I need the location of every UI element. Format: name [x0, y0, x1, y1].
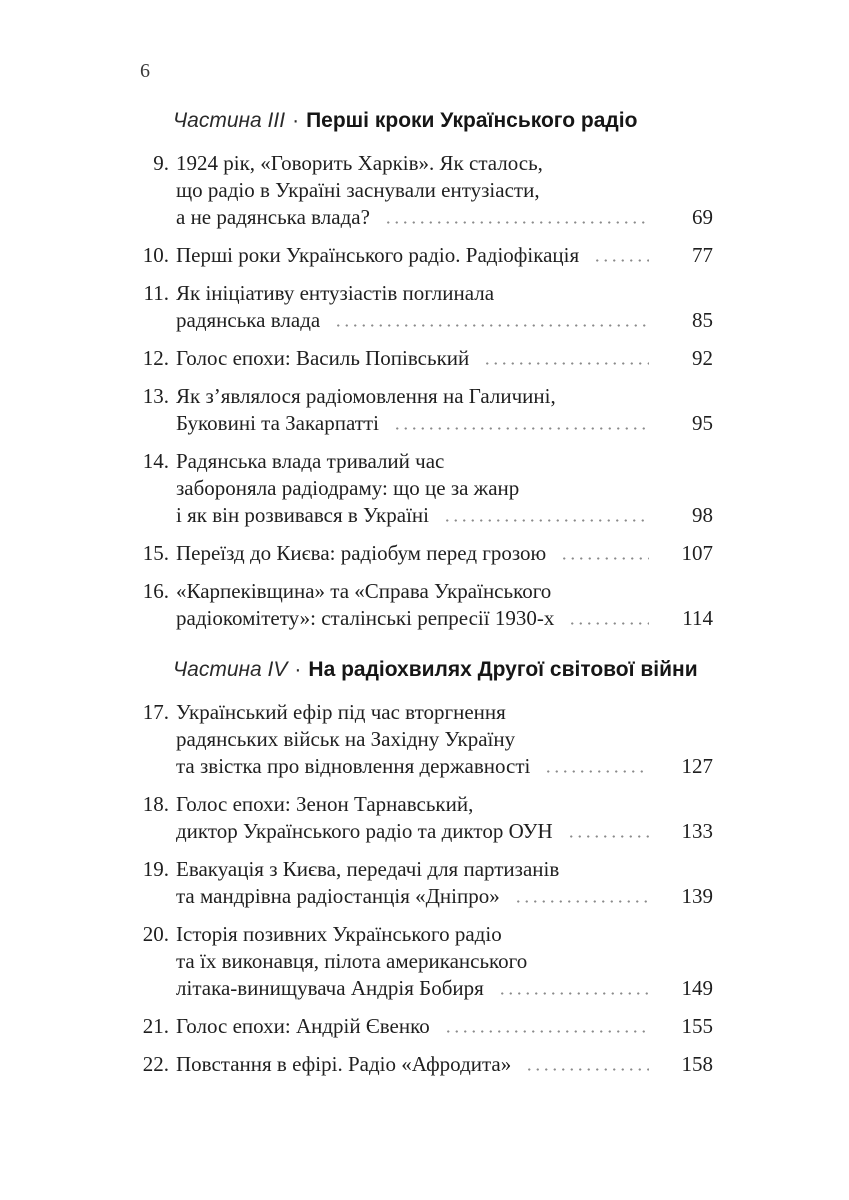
entry-title	[176, 448, 713, 529]
toc-entry	[140, 578, 713, 632]
toc-section-2	[140, 656, 713, 1078]
entry-title	[176, 345, 713, 372]
entry-page-number: 114	[682, 606, 713, 630]
entry-line	[176, 410, 713, 437]
leader-dots	[523, 1051, 649, 1078]
entry-number: 12.	[142, 346, 169, 370]
toc-entry	[140, 1013, 713, 1040]
entry-title	[176, 540, 713, 567]
entry-line: Історія позивних Українського радіо	[176, 922, 502, 946]
entry-line: Голос епохи: Зенон Тарнавський,	[176, 792, 474, 816]
part-label: Частина III	[173, 109, 286, 132]
entry-number: 19.	[142, 857, 169, 881]
leader-dots	[332, 307, 649, 334]
entry-page-number: 85	[692, 308, 713, 332]
entry-line-text: Повстання в ефірі. Радіо «Афродита»	[176, 1052, 512, 1076]
entry-page-number: 98	[692, 503, 713, 527]
part-label: Частина IV	[173, 658, 288, 681]
toc-entry	[140, 345, 713, 372]
entry-line: та їх виконавця, пілота американського	[176, 949, 528, 973]
entry-title	[176, 699, 713, 780]
entry-page-number: 69	[692, 205, 713, 229]
entry-page-number: 95	[692, 411, 713, 435]
entry-number: 10.	[142, 243, 169, 267]
toc-entry	[140, 1051, 713, 1078]
entry-line	[176, 502, 713, 529]
entry-line	[176, 753, 713, 780]
entry-title	[176, 150, 713, 231]
toc-entry	[140, 540, 713, 567]
leader-dots	[391, 410, 649, 437]
entry-line	[176, 975, 713, 1002]
leader-dots	[442, 1013, 649, 1040]
part-title: Перші кроки Українського радіо	[306, 109, 638, 132]
entry-line	[176, 540, 713, 567]
entry-page-number: 133	[681, 819, 713, 843]
entry-number: 16.	[142, 579, 169, 603]
entry-line-text: радіокомітету»: сталінські репресії 1930-х	[176, 606, 555, 630]
entry-line	[176, 242, 713, 269]
entry-line-text: та звістка про відновлення державності	[176, 754, 531, 778]
entry-line: «Карпеківщина» та «Справа Українського	[176, 579, 552, 603]
toc-entry	[140, 280, 713, 334]
entry-line-text: і як він розвивався в Україні	[176, 503, 429, 527]
toc-section-1	[140, 107, 713, 632]
leader-dots	[591, 242, 649, 269]
entry-number: 21.	[142, 1014, 169, 1038]
leader-dots	[512, 883, 649, 910]
entry-line-text: диктор Українського радіо та диктор ОУН	[176, 819, 553, 843]
entry-line-text: Буковині та Закарпатті	[176, 411, 379, 435]
entry-line	[176, 818, 713, 845]
entry-line	[176, 883, 713, 910]
leader-dots	[382, 204, 649, 231]
leader-dots	[558, 540, 649, 567]
toc-entry	[140, 448, 713, 529]
entry-number: 11.	[143, 281, 169, 305]
entry-line	[176, 1013, 713, 1040]
part-title: На радіохвилях Другої світової війни	[308, 658, 698, 681]
entry-number: 18.	[142, 792, 169, 816]
entry-line: Як з’являлося радіомовлення на Галичині,	[176, 384, 556, 408]
entry-line: радянських військ на Західну Україну	[176, 727, 516, 751]
entry-page-number: 77	[692, 243, 713, 267]
entry-line	[176, 307, 713, 334]
entry-line-text: Голос епохи: Василь Попівський	[176, 346, 470, 370]
entry-line	[176, 1051, 713, 1078]
entry-page-number: 92	[692, 346, 713, 370]
toc-entry	[140, 921, 713, 1002]
entry-title	[176, 578, 713, 632]
entry-page-number: 139	[681, 884, 713, 908]
entry-line-text: та мандрівна радіостанція «Дніпро»	[176, 884, 500, 908]
entry-number: 14.	[142, 449, 169, 473]
entry-number: 22.	[142, 1052, 169, 1076]
entry-number: 15.	[142, 541, 169, 565]
entry-line-text: а не радянська влада?	[176, 205, 370, 229]
leader-dots	[441, 502, 649, 529]
entry-title	[176, 791, 713, 845]
leader-dots	[566, 605, 649, 632]
entry-page-number: 149	[681, 976, 713, 1000]
entry-line-text: радянська влада	[176, 308, 321, 332]
entry-number: 9.	[153, 151, 169, 175]
leader-dots	[481, 345, 649, 372]
section-header	[173, 656, 713, 684]
entry-line: що радіо в Україні заснували ентузіасти,	[176, 178, 540, 202]
entry-line: забороняла радіодраму: що це за жанр	[176, 476, 520, 500]
entry-page-number: 127	[681, 754, 713, 778]
entry-line-text: Перші роки Українського радіо. Радіофікація	[176, 243, 580, 267]
entry-page-number: 107	[681, 541, 713, 565]
leader-dots	[542, 753, 649, 780]
part-separator: ·	[292, 109, 300, 132]
toc-entry	[140, 150, 713, 231]
entry-number: 13.	[142, 384, 169, 408]
toc-entry	[140, 791, 713, 845]
folio-page-number: 6	[140, 60, 150, 82]
toc	[140, 107, 713, 1078]
entry-title	[176, 242, 713, 269]
entry-line: Український ефір під час вторгнення	[176, 700, 506, 724]
entry-line: Радянська влада тривалий час	[176, 449, 445, 473]
entry-line: Евакуація з Києва, передачі для партизанів	[176, 857, 560, 881]
entry-number: 20.	[142, 922, 169, 946]
toc-entry	[140, 699, 713, 780]
toc-entry	[140, 383, 713, 437]
entry-line	[176, 345, 713, 372]
entry-line-text: літака-винищувача Андрія Бобиря	[176, 976, 484, 1000]
entry-line: 1924 рік, «Говорить Харків». Як сталось,	[176, 151, 543, 175]
leader-dots	[496, 975, 649, 1002]
entry-title	[176, 856, 713, 910]
entry-line	[176, 204, 713, 231]
entry-number: 17.	[142, 700, 169, 724]
toc-entry	[140, 856, 713, 910]
toc-entry	[140, 242, 713, 269]
entry-title	[176, 383, 713, 437]
entry-line-text: Голос епохи: Андрій Євенко	[176, 1014, 430, 1038]
leader-dots	[565, 818, 649, 845]
entry-page-number: 155	[681, 1014, 713, 1038]
entry-line-text: Переїзд до Києва: радіобум перед грозою	[176, 541, 547, 565]
entry-title	[176, 280, 713, 334]
entry-title	[176, 921, 713, 1002]
entry-line	[176, 605, 713, 632]
entry-page-number: 158	[681, 1052, 713, 1076]
entry-title	[176, 1051, 713, 1078]
part-separator: ·	[294, 658, 302, 681]
entry-title	[176, 1013, 713, 1040]
entry-line: Як ініціативу ентузіастів поглинала	[176, 281, 495, 305]
section-header	[173, 107, 713, 135]
